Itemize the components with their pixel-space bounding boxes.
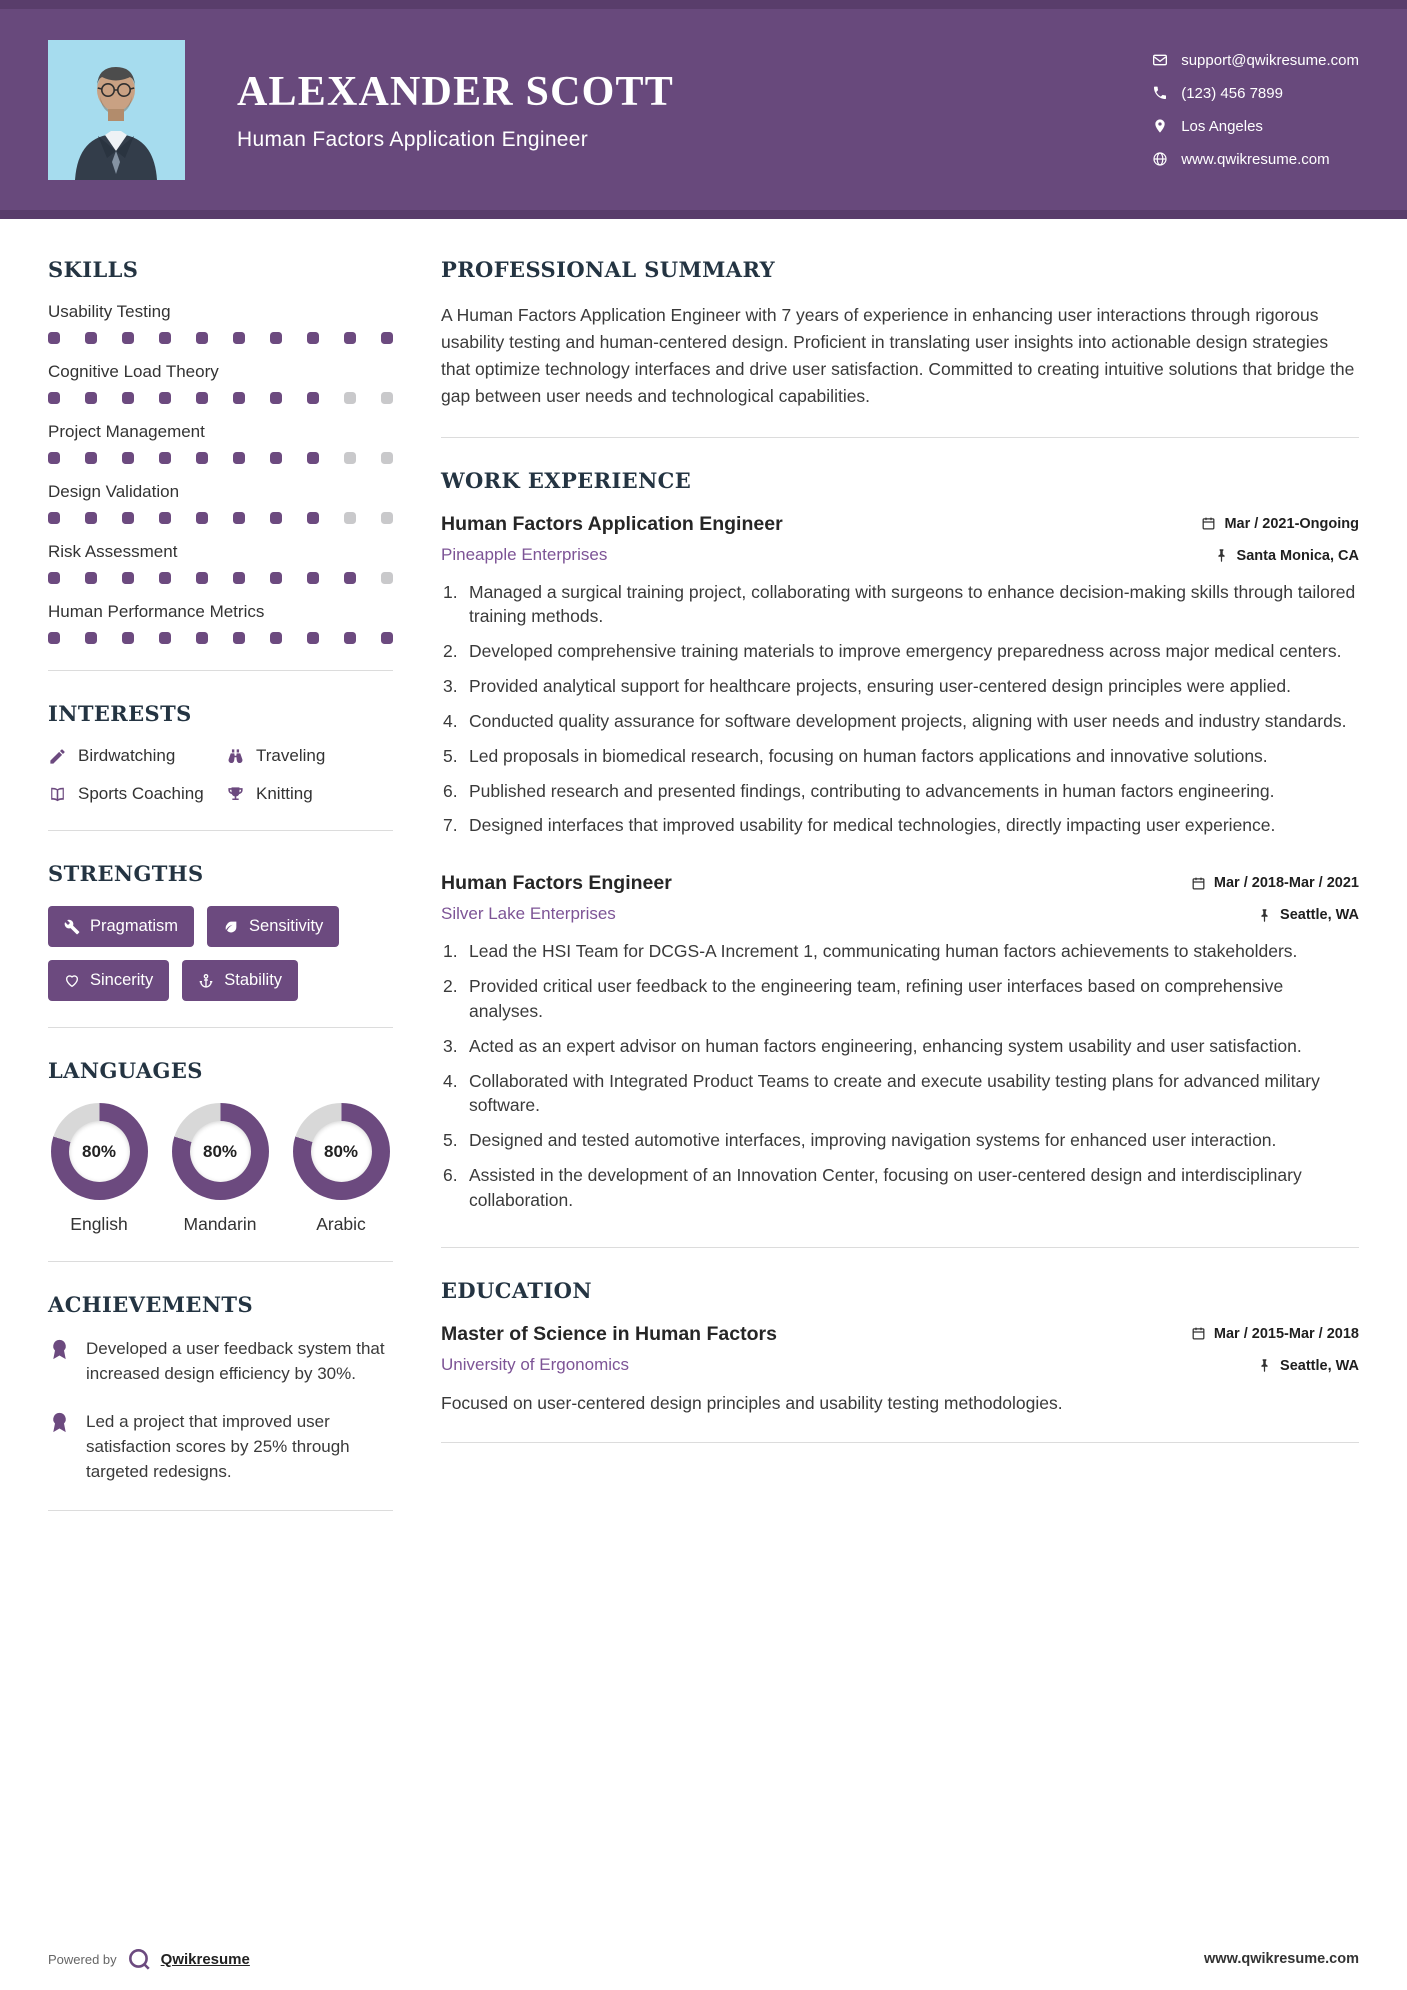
interests-list	[48, 746, 393, 804]
skill-dot	[85, 632, 97, 644]
skill-dot	[48, 392, 60, 404]
divider	[48, 1027, 393, 1028]
education-dates	[1191, 1326, 1359, 1342]
medal-icon	[48, 1411, 71, 1434]
skill-item	[48, 302, 393, 344]
interest-label: Birdwatching	[78, 746, 176, 765]
job-bullet: Designed and tested automotive interfaces, improving navigation systems for enhanced user interaction.	[469, 1130, 1277, 1151]
interests-heading: INTERESTS	[48, 701, 192, 726]
skill-dot	[381, 392, 393, 404]
job-bullet: Lead the HSI Team for DCGS-A Increment 1, communicating human factors achievements to stakeholders.	[469, 941, 1298, 962]
skills-list	[48, 302, 393, 644]
leaf-icon	[223, 919, 239, 935]
language-item	[169, 1103, 271, 1235]
strength-badge	[48, 960, 169, 1001]
education-section	[441, 1278, 1359, 1416]
job-title: Human Factors Engineer	[441, 872, 672, 895]
skill-dot	[270, 332, 282, 344]
skill-dot	[85, 572, 97, 584]
achievements-section	[48, 1292, 393, 1484]
job-bullet: Conducted quality assurance for software development projects, aligning with user needs and industry standards.	[469, 710, 1347, 731]
interest-item	[48, 784, 226, 804]
skill-name: Human Performance Metrics	[48, 602, 265, 621]
education-location	[1257, 1358, 1359, 1374]
skill-dot	[159, 452, 171, 464]
job-bullet: Published research and presented findings, contributing to advancements in human factors engineering.	[469, 780, 1275, 801]
qwikresume-link[interactable]: Qwikresume	[160, 1950, 250, 1968]
contact-item[interactable]	[1152, 52, 1359, 69]
skill-name: Project Management	[48, 422, 205, 441]
strength-label: Stability	[224, 971, 283, 989]
job-bullet: Collaborated with Integrated Product Teams to create and execute usability testing plans for advanced military software.	[469, 1070, 1320, 1116]
strength-label: Sincerity	[90, 971, 154, 989]
skill-dot	[85, 512, 97, 524]
skill-dot	[381, 512, 393, 524]
qwikresume-logo-icon	[126, 1946, 152, 1972]
job-meta	[1201, 516, 1359, 532]
left-column	[48, 257, 393, 1541]
languages-section	[48, 1058, 393, 1235]
interest-item	[48, 746, 226, 766]
wrench-icon	[64, 919, 80, 935]
skill-dot	[307, 632, 319, 644]
achievement-text: Developed a user feedback system that increased design efficiency by 30%.	[86, 1339, 385, 1383]
candidate-name: ALEXANDER SCOTT	[237, 68, 674, 115]
strengths-heading: STRENGTHS	[48, 861, 204, 886]
skill-dot	[233, 332, 245, 344]
jobs-list	[441, 513, 1359, 1213]
skill-rating	[48, 632, 393, 644]
skill-name: Design Validation	[48, 482, 180, 501]
job-head	[441, 872, 1359, 895]
skill-dot	[122, 512, 134, 524]
skill-dot	[159, 392, 171, 404]
skill-rating	[48, 392, 393, 404]
job-bullets	[441, 939, 1359, 1213]
skill-dot	[159, 572, 171, 584]
divider	[441, 1247, 1359, 1248]
skill-dot	[270, 632, 282, 644]
skill-dot	[122, 452, 134, 464]
skill-dot	[122, 332, 134, 344]
interest-item	[226, 746, 393, 766]
trophy-icon	[226, 785, 245, 804]
language-donut	[293, 1103, 390, 1200]
divider	[48, 1510, 393, 1511]
resume-header	[0, 0, 1407, 219]
interest-label: Traveling	[256, 746, 326, 765]
achievement-item	[48, 1410, 393, 1484]
skill-dot	[307, 392, 319, 404]
achievements-heading: ACHIEVEMENTS	[48, 1292, 254, 1317]
skill-dot	[122, 392, 134, 404]
job-sub	[441, 904, 1359, 924]
divider	[441, 437, 1359, 438]
strength-label: Pragmatism	[90, 917, 179, 935]
contact-text: support@qwikresume.com	[1181, 51, 1359, 69]
pushpin-icon	[1257, 908, 1272, 923]
strengths-list	[48, 906, 393, 1001]
anchor-icon	[198, 973, 214, 989]
skill-dot	[344, 392, 356, 404]
language-name: Arabic	[316, 1214, 366, 1234]
identity-block	[237, 68, 674, 152]
skill-dot	[307, 572, 319, 584]
skill-rating	[48, 512, 393, 524]
skill-rating	[48, 332, 393, 344]
achievement-item	[48, 1337, 393, 1386]
skill-name: Risk Assessment	[48, 542, 178, 561]
skill-dot	[196, 512, 208, 524]
skill-dot	[122, 572, 134, 584]
job-sub	[441, 545, 1359, 565]
job-head	[441, 513, 1359, 536]
skill-item	[48, 602, 393, 644]
job-bullet: Designed interfaces that improved usability for medical technologies, directly impacting user experience.	[469, 815, 1276, 836]
skill-item	[48, 542, 393, 584]
contact-item[interactable]	[1152, 151, 1359, 168]
education-description: Focused on user-centered design principles and usability testing methodologies.	[441, 1392, 1063, 1413]
skill-dot	[196, 452, 208, 464]
strength-label: Sensitivity	[249, 917, 324, 935]
skill-dot	[48, 512, 60, 524]
skill-dot	[48, 572, 60, 584]
divider	[48, 830, 393, 831]
education-heading: EDUCATION	[441, 1277, 592, 1303]
skill-dot	[344, 572, 356, 584]
language-name: English	[70, 1214, 128, 1234]
job-entry	[441, 513, 1359, 839]
divider	[441, 1442, 1359, 1443]
footer	[0, 1926, 1407, 1990]
summary-section	[441, 257, 1359, 411]
skill-dot	[233, 632, 245, 644]
contact-list	[1152, 52, 1359, 168]
skill-dot	[381, 332, 393, 344]
job-meta	[1214, 548, 1359, 564]
skill-dot	[122, 632, 134, 644]
skill-dot	[48, 632, 60, 644]
education-sub	[441, 1355, 1359, 1375]
language-donut	[172, 1103, 269, 1200]
language-item	[48, 1103, 150, 1235]
skill-item	[48, 482, 393, 524]
heart-icon	[64, 973, 80, 989]
content	[0, 219, 1407, 1541]
skill-dot	[85, 452, 97, 464]
profile-photo-image	[48, 40, 185, 180]
contact-item[interactable]	[1152, 85, 1359, 102]
skill-dot	[48, 332, 60, 344]
skill-dot	[85, 332, 97, 344]
skill-dot	[381, 632, 393, 644]
skill-dot	[48, 452, 60, 464]
language-item	[290, 1103, 392, 1235]
language-percent: 80%	[190, 1121, 251, 1182]
experience-section	[441, 468, 1359, 1213]
job-entry	[441, 872, 1359, 1213]
achievements-list	[48, 1337, 393, 1484]
pushpin-icon	[1257, 1358, 1272, 1373]
skill-dot	[196, 632, 208, 644]
job-bullet: Provided analytical support for healthcare projects, ensuring user-centered design principles were applied.	[469, 676, 1291, 697]
skill-dot	[307, 332, 319, 344]
job-dates: Mar / 2021-Ongoing	[1224, 515, 1359, 532]
job-bullet: Provided critical user feedback to the engineering team, refining user interfaces based on comprehensive analyses.	[469, 976, 1284, 1021]
strength-badge	[48, 906, 194, 947]
calendar-icon	[1191, 876, 1206, 891]
calendar-icon	[1201, 516, 1216, 531]
calendar-icon	[1191, 1326, 1206, 1341]
skill-name: Cognitive Load Theory	[48, 362, 219, 381]
skill-name: Usability Testing	[48, 302, 171, 321]
skill-dot	[381, 572, 393, 584]
skill-dot	[270, 392, 282, 404]
strength-badge	[182, 960, 298, 1001]
pushpin-icon	[1214, 548, 1229, 563]
experience-heading: WORK EXPERIENCE	[441, 467, 692, 493]
summary-heading: PROFESSIONAL SUMMARY	[441, 257, 776, 282]
divider	[48, 1261, 393, 1262]
interest-label: Sports Coaching	[78, 784, 204, 803]
skill-dot	[344, 452, 356, 464]
skill-dot	[85, 392, 97, 404]
strengths-section	[48, 861, 393, 1001]
skill-dot	[159, 632, 171, 644]
skill-dot	[270, 512, 282, 524]
job-bullet: Managed a surgical training project, collaborating with surgeons to enhance decision-making skills through tailored training methods.	[469, 581, 1356, 627]
skill-item	[48, 362, 393, 404]
job-location: Santa Monica, CA	[1236, 547, 1359, 564]
skill-rating	[48, 452, 393, 464]
binoculars-icon	[226, 747, 245, 766]
education-head	[441, 1323, 1359, 1346]
interests-section	[48, 701, 393, 804]
job-meta	[1191, 875, 1359, 891]
languages-list	[48, 1103, 393, 1235]
skill-dot	[196, 392, 208, 404]
job-bullet: Developed comprehensive training materials to improve emergency preparedness across major medical centers.	[469, 641, 1342, 662]
language-percent: 80%	[311, 1121, 372, 1182]
skill-dot	[159, 332, 171, 344]
achievement-text: Led a project that improved user satisfaction scores by 25% through targeted redesigns.	[86, 1412, 350, 1481]
skill-item	[48, 422, 393, 464]
contact-text: (123) 456 7899	[1181, 84, 1283, 102]
divider	[48, 670, 393, 671]
powered-by-label: Powered by	[48, 1951, 117, 1967]
skill-dot	[307, 512, 319, 524]
profile-photo	[48, 40, 185, 180]
job-bullet: Led proposals in biomedical research, focusing on human factors applications and innovative solutions.	[469, 745, 1268, 766]
education-dates-text: Mar / 2015-Mar / 2018	[1213, 1325, 1359, 1342]
book-icon	[48, 785, 67, 804]
job-dates: Mar / 2018-Mar / 2021	[1213, 875, 1359, 892]
skill-dot	[196, 332, 208, 344]
job-bullet: Assisted in the development of an Innovation Center, focusing on user-centered design and interdisciplinary collaboration.	[469, 1165, 1302, 1210]
language-donut	[51, 1103, 148, 1200]
contact-text: www.qwikresume.com	[1181, 150, 1330, 168]
skill-dot	[270, 452, 282, 464]
education-location-text: Seattle, WA	[1280, 1357, 1359, 1374]
phone-icon	[1152, 85, 1168, 101]
skill-dot	[270, 572, 282, 584]
skill-dot	[233, 512, 245, 524]
globe-icon	[1152, 151, 1168, 167]
contact-item[interactable]	[1152, 118, 1359, 135]
email-icon	[1152, 52, 1168, 68]
job-bullets	[441, 580, 1359, 839]
skill-dot	[233, 392, 245, 404]
pencil-icon	[48, 747, 67, 766]
language-percent: 80%	[69, 1121, 130, 1182]
school-name: University of Ergonomics	[441, 1354, 630, 1374]
skill-dot	[307, 452, 319, 464]
skill-dot	[344, 512, 356, 524]
company-name: Pineapple Enterprises	[441, 544, 608, 564]
skill-dot	[381, 452, 393, 464]
contact-text: Los Angeles	[1181, 117, 1263, 135]
languages-heading: LANGUAGES	[48, 1058, 203, 1083]
skill-dot	[344, 332, 356, 344]
job-location: Seattle, WA	[1280, 907, 1359, 924]
skill-dot	[344, 632, 356, 644]
summary-text: A Human Factors Application Engineer with 7 years of experience in enhancing user interactions through rigorous usability testing and human-centered design. Proficient in translating user insights into actionable design strategies that optimize technology interfaces and drive user satisfaction. Committed to creating intuitive solutions that bridge the gap between user needs and technological capabilities.	[441, 305, 1355, 407]
degree-title: Master of Science in Human Factors	[441, 1322, 777, 1345]
interest-item	[226, 784, 393, 804]
job-bullet: Acted as an expert advisor on human factors engineering, enhancing system usability and user satisfaction.	[469, 1035, 1302, 1056]
skill-dot	[159, 512, 171, 524]
skill-dot	[233, 452, 245, 464]
skill-dot	[233, 572, 245, 584]
interest-label: Knitting	[256, 784, 313, 803]
footer-website[interactable]: www.qwikresume.com	[1204, 1951, 1359, 1967]
medal-icon	[48, 1338, 71, 1361]
skills-section	[48, 257, 393, 644]
right-column	[441, 257, 1359, 1541]
company-name: Silver Lake Enterprises	[441, 904, 616, 924]
powered-by	[48, 1946, 250, 1972]
strength-badge	[207, 906, 339, 947]
skill-rating	[48, 572, 393, 584]
language-name: Mandarin	[183, 1214, 257, 1234]
skill-dot	[196, 572, 208, 584]
job-meta	[1257, 907, 1359, 923]
candidate-title: Human Factors Application Engineer	[237, 127, 589, 151]
location-icon	[1152, 118, 1168, 134]
skills-heading: SKILLS	[48, 257, 139, 282]
job-title: Human Factors Application Engineer	[441, 512, 783, 535]
